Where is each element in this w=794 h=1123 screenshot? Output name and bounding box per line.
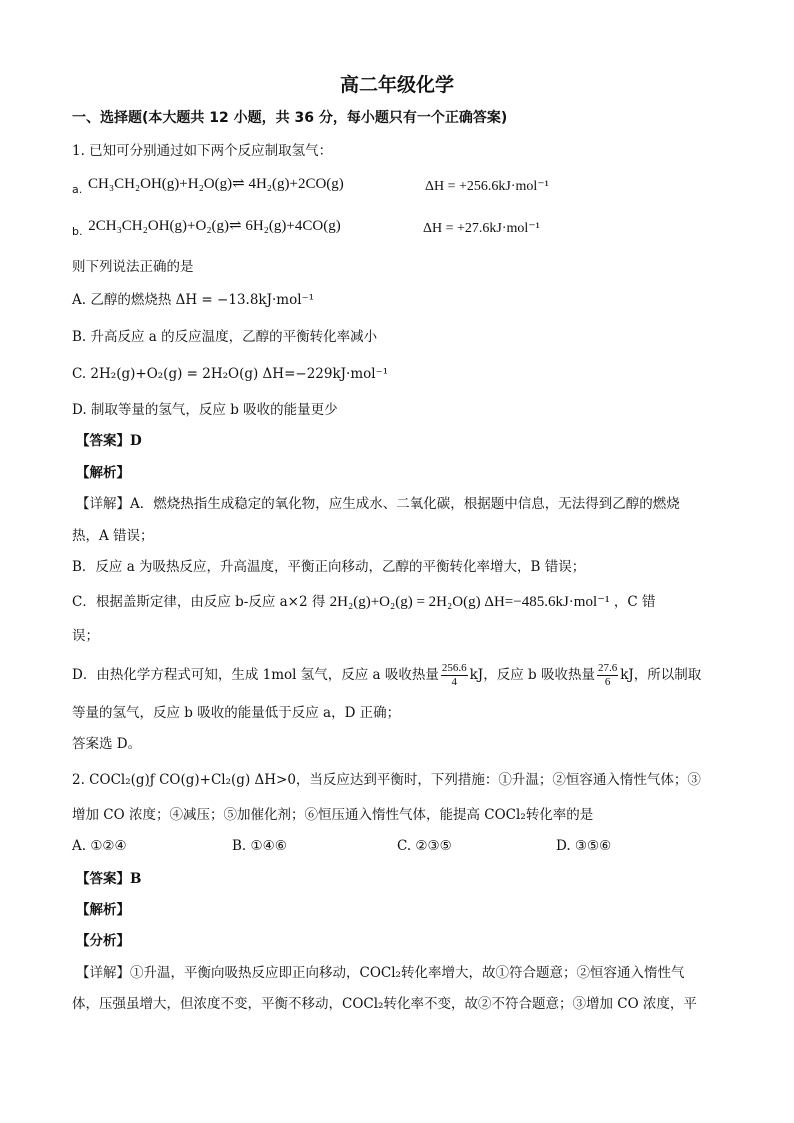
- q2-option-a: A. ①②④: [72, 838, 127, 854]
- q2-option-d: D. ③⑤⑥: [556, 838, 612, 854]
- fraction: [597, 662, 618, 689]
- q2-detail-line: 【详解】①升温，平衡向吸热反应即正向移动，COCl₂转化率增大，故①符合题意；②恒容通入惰性气: [76, 965, 685, 981]
- q1-detail-line: 热，A 错误；: [72, 528, 154, 544]
- fraction-denominator: 4: [451, 676, 457, 688]
- reaction-b-equation: 2CH₃CH₂OH(g)+O₂(g)⇌ 6H₂(g)+4CO(g): [88, 218, 341, 234]
- q1-reaction-a: [72, 174, 344, 200]
- detail-text: kJ，反应 b 吸收热量: [469, 667, 595, 683]
- reaction-b-enthalpy: ΔH = +27.6kJ·mol⁻¹: [423, 221, 540, 236]
- q1-question: 则下列说法正确的是: [72, 259, 194, 275]
- fraction-numerator: 256.6: [441, 662, 467, 674]
- fraction: [441, 662, 468, 689]
- detail-text: C．根据盖斯定律，由反应 b-反应 a×2 得: [72, 594, 326, 610]
- reaction-a-equation: CH₃CH₂OH(g)+H₂O(g)⇌ 4H₂(g)+2CO(g): [88, 176, 344, 192]
- q1-stem: 1. 已知可分别通过如下两个反应制取氢气：: [72, 143, 333, 159]
- q1-option-a: A. 乙醇的燃烧热 ΔH = −13.8kJ·mol⁻¹: [72, 292, 315, 308]
- detail-text: kJ，所以制取: [620, 667, 702, 683]
- detail-text: ，C 错: [613, 594, 656, 610]
- q2-detail-line: 体，压强虽增大，但浓度不变，平衡不移动，COCl₂转化率不变，故②不符合题意；③增加 CO 浓度，平: [72, 996, 697, 1012]
- detail-text: D．由热化学方程式可知，生成 1mol 氢气，反应 a 吸收热量: [72, 667, 439, 683]
- q1-option-c: C. 2H₂(g)+O₂(g) = 2H₂O(g) ΔH=−229kJ·mol⁻¹: [72, 366, 389, 382]
- detail-equation: 2H₂(g)+O₂(g) = 2H₂O(g) ΔH=−485.6kJ·mol⁻¹: [329, 594, 610, 610]
- reaction-a-label: a.: [72, 183, 83, 196]
- q2-answer: 【答案】B: [76, 871, 142, 887]
- q2-option-c: C. ②③⑤: [397, 838, 452, 854]
- q2-analysis-sub: 【分析】: [76, 933, 130, 949]
- q2-stem: 增加 CO 浓度；④减压；⑤加催化剂；⑥恒压通入惰性气体，能提高 COCl₂转化率的是: [72, 807, 594, 823]
- q1-analysis-label: 【解析】: [76, 465, 130, 481]
- q1-detail-line: 等量的氢气，反应 b 吸收的能量低于反应 a，D 正确；: [72, 705, 401, 721]
- page-title: 高二年级化学: [339, 74, 454, 96]
- q1-detail-line: 【详解】A．燃烧热指生成稳定的氧化物，应生成水、二氧化碳，根据题中信息，无法得到乙醇的燃烧: [76, 496, 680, 512]
- q2-analysis-label: 【解析】: [76, 902, 130, 918]
- q1-option-b: B. 升高反应 a 的反应温度，乙醇的平衡转化率减小: [72, 329, 378, 345]
- reaction-a-enthalpy: ΔH = +256.6kJ·mol⁻¹: [425, 179, 549, 194]
- q1-detail-line: [72, 662, 701, 689]
- q1-detail-line: 答案选 D。: [72, 736, 142, 752]
- q1-reaction-b: [72, 216, 341, 242]
- fraction-numerator: 27.6: [597, 662, 618, 674]
- q1-detail-line: B．反应 a 为吸热反应，升高温度，平衡正向移动，乙醇的平衡转化率增大，B 错误；: [72, 559, 586, 575]
- q1-detail-line: 误；: [72, 628, 99, 644]
- q2-stem: 2. COCl₂(g)ƒ CO(g)+Cl₂(g) ΔH>0，当反应达到平衡时，下列措施：①升温；②恒容通入惰性气体；③: [72, 772, 701, 788]
- section-heading: 一、选择题(本大题共 12 小题，共 36 分，每小题只有一个正确答案): [72, 110, 508, 126]
- q1-option-d: D. 制取等量的氢气，反应 b 吸收的能量更少: [72, 402, 338, 418]
- fraction-denominator: 6: [604, 676, 611, 688]
- reaction-b-label: b.: [72, 225, 83, 238]
- q1-detail-line: [72, 592, 655, 612]
- q1-answer: 【答案】D: [76, 433, 142, 449]
- q2-option-b: B. ①④⑥: [232, 838, 287, 854]
